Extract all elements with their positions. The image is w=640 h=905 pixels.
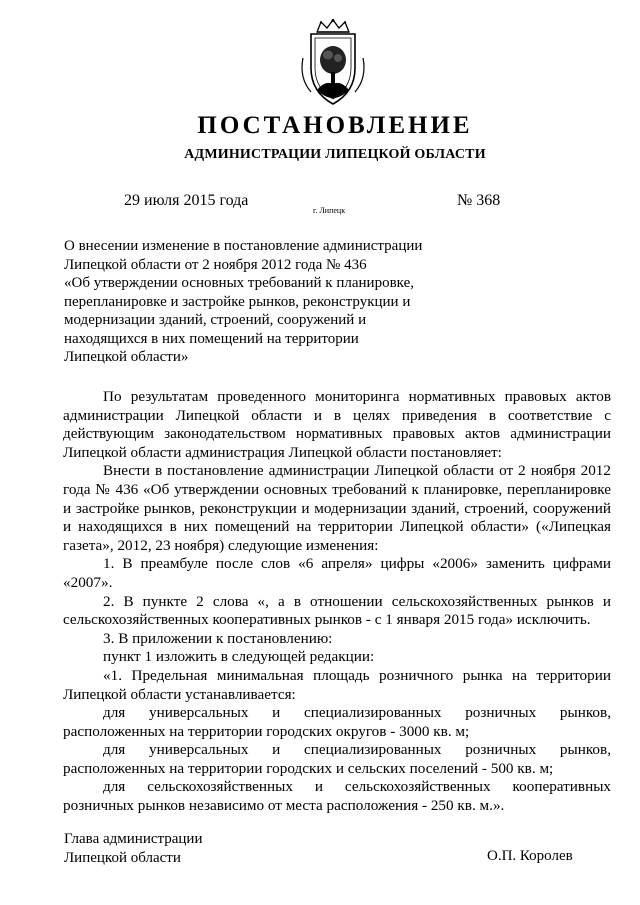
signatory-region: Липецкой области (64, 849, 181, 866)
document-issuer: АДМИНИСТРАЦИИ ЛИПЕЦКОЙ ОБЛАСТИ (184, 147, 486, 162)
document-body (63, 388, 611, 816)
subject-line: Липецкой области» (64, 349, 189, 365)
body-paragraph: 2. В пункте 2 слова «, а в отношении сельскохозяйственных рынков и сельскохозяйственных кооперативных рынков - с 1 января 2015 года» исключить. (63, 592, 611, 629)
document-number: № 368 (457, 192, 501, 209)
document-date: 29 июля 2015 года (124, 192, 249, 209)
subject-line: находящихся в них помещений на территории (64, 330, 359, 347)
document-city: г. Липецк (313, 206, 346, 215)
body-paragraph: По результатам проведенного мониторинга нормативных правовых актов администрации Липецкой области и в целях приведения в соответствие с действующим законодательством нормативных правовых актов администрации Липецкой области администрация Липецкой области постановляет: (63, 388, 611, 461)
body-paragraph: 1. В преамбуле после слов «6 апреля» цифры «2006» заменить цифрами «2007». (63, 555, 611, 591)
signatory-name: О.П. Королев (487, 848, 573, 864)
subject-line: перепланировке и застройке рынков, реконструкции и (64, 293, 411, 310)
body-paragraph: Внести в постановление администрации Липецкой области от 2 ноября 2012 года № 436 «Об утверждении основных требований к планировке, перепланировке и застройке рынков, реконструкции и модернизации зданий, строений, сооружений и находящихся в них помещений на территории Липецкой области» («Липецкая газета», 2012, 23 ноября) следующие изменения: (63, 462, 611, 554)
subject-line: Липецкой области от 2 ноября 2012 года № 436 (64, 256, 367, 273)
signatory-position: Глава администрации (64, 831, 203, 847)
subject-line: О внесении изменение в постановление администрации (64, 238, 423, 254)
subject-line: «Об утверждении основных требований к планировке, (64, 275, 414, 291)
document-subject (64, 237, 484, 367)
body-paragraph: 3. В приложении к постановлению: (103, 629, 333, 647)
body-paragraph: «1. Предельная минимальная площадь розничного рынка на территории Липецкой области устанавливается: (63, 666, 611, 703)
lipetsk-coat-of-arms-icon (297, 18, 369, 108)
body-paragraph: пункт 1 изложить в следующей редакции: (103, 648, 375, 666)
body-paragraph: для универсальных и специализированных розничных рынков, расположенных на территории городских округов - 3000 кв. м; (63, 704, 611, 740)
document-title: ПОСТАНОВЛЕНИЕ (197, 112, 473, 139)
body-paragraph: для универсальных и специализированных розничных рынков, расположенных на территории городских и сельских поселений - 500 кв. м; (63, 741, 611, 777)
subject-line: модернизации зданий, строений, сооружений и (64, 312, 367, 328)
body-paragraph: для сельскохозяйственных и сельскохозяйственных кооперативных розничных рынков независимо от места расположения - 250 кв. м.». (63, 778, 611, 815)
